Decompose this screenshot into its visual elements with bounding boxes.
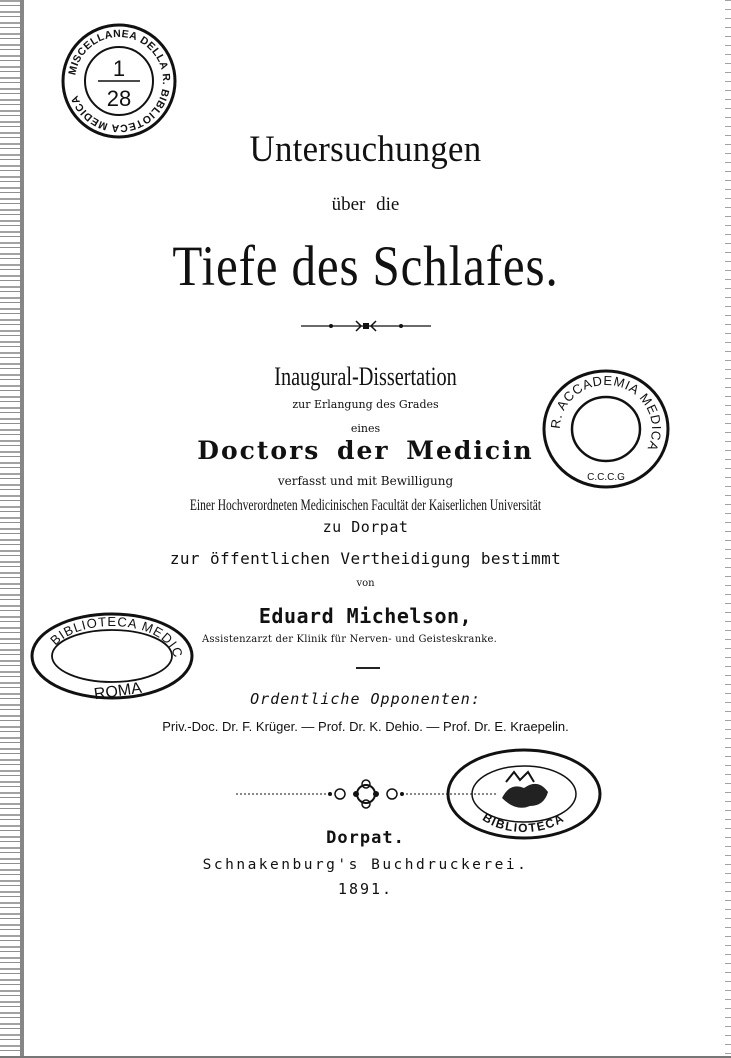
stamp-shelf-number: 1	[112, 56, 126, 81]
imprint-place: Dorpat.	[326, 828, 405, 848]
imprint-printer: Schnakenburg's Buchdruckerei.	[202, 857, 529, 873]
imprint-year: 1891.	[337, 880, 394, 898]
eines-line: eines	[350, 422, 381, 435]
subtitle: Inaugural-Dissertation	[274, 362, 457, 391]
author-role: Assistenzarzt der Klinik für Nerven- und Geisteskranke.	[202, 634, 497, 645]
stamp-item-number: 28	[106, 86, 132, 111]
main-title: Tiefe des Schlafes.	[172, 235, 559, 298]
stamp-bottom-text: C.C.C.G	[587, 472, 625, 483]
title-line-1: Untersuchungen	[249, 129, 482, 170]
short-divider	[356, 667, 380, 669]
faculty-line: Einer Hochverordneten Medicinischen Facultät der Kaiserlichen Universität	[189, 497, 542, 514]
purpose-line: zur Erlangung des Grades	[292, 398, 439, 411]
stamp-ring-text: R. ACCADEMIA MEDICA	[547, 372, 665, 454]
stamp-ring-text: BIBLIOTECA	[480, 810, 567, 836]
stamp-ring-text: BIBLIOTECA MEDIC	[47, 614, 187, 660]
library-stamp-top-left	[60, 22, 178, 140]
title-line-2: über die	[331, 194, 400, 215]
von-line: von	[356, 578, 375, 589]
degree-title: Doctors der Medicin	[197, 436, 534, 465]
author-name: Eduard Michelson,	[258, 604, 473, 628]
defence-line: zur öffentlichen Vertheidigung bestimmt	[169, 549, 562, 568]
opponents-heading: Ordentliche Opponenten:	[250, 690, 481, 708]
stamp-city-text: ROMA	[92, 679, 143, 702]
decorative-rule-ornament	[0, 318, 731, 337]
verfasst-line: verfasst und mit Bewilligung	[277, 474, 454, 488]
decorative-vignette-ornament	[0, 776, 731, 816]
opponents-list: Priv.-Doc. Dr. F. Krüger. — Prof. Dr. K. Dehio. — Prof. Dr. E. Kraepelin.	[162, 719, 569, 734]
stamp-ring-text: MISCELLANEA DELLA R. BIBLIOTECA MEDICA	[66, 27, 173, 135]
university-city-line: zu Dorpat	[322, 518, 409, 536]
